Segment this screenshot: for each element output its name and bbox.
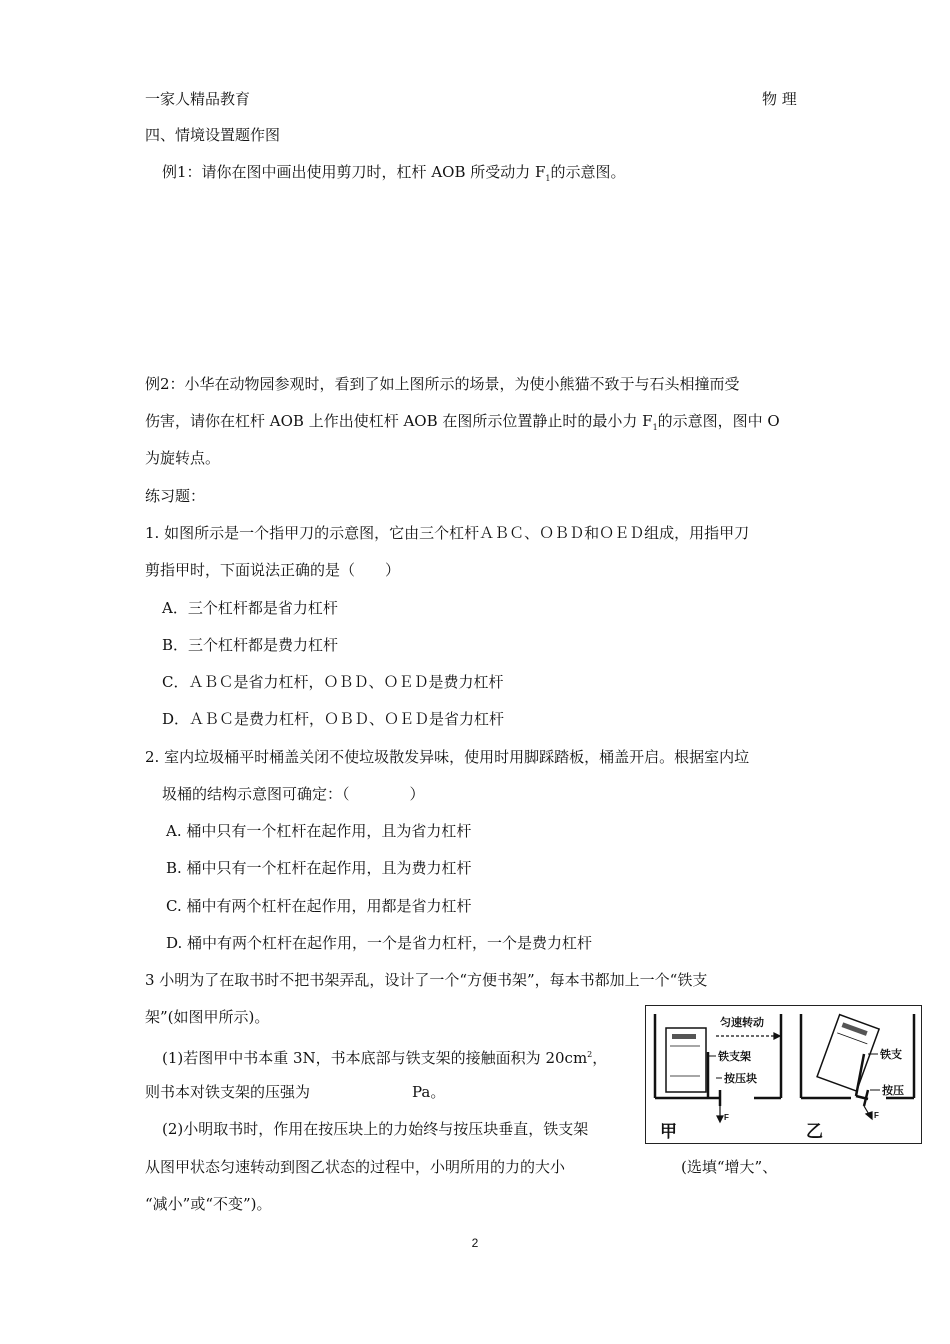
bookshelf-figure (645, 1005, 922, 1144)
q2-option-a: A. 桶中只有一个杠杆在起作用，且为省力杠杆 (166, 822, 472, 840)
book-yi (817, 1015, 879, 1091)
example2-line2b: 的示意图，图中 O (657, 412, 780, 430)
caption-jia: 甲 (660, 1122, 677, 1142)
example2-line1: 例2：小华在动物园参观时，看到了如上图所示的场景，为使小熊猫不致于与石头相撞而受 (145, 375, 740, 393)
leader-lines-yi (868, 1054, 880, 1090)
q3-part2-line1: (2)小明取书时，作用在按压块上的力始终与按压块垂直，铁支架 (162, 1120, 589, 1138)
q2-option-d: D. 桶中有两个杠杆在起作用，一个是省力杠杆，一个是费力杠杆 (166, 934, 593, 952)
example2-line2a: 伤害，请你在杠杆 AOB 上作出使杠杆 AOB 在图所示位置静止时的最小力 F (145, 412, 653, 430)
q3-part1-line1 (162, 1045, 607, 1068)
q3-part1-comma: ， (592, 1049, 608, 1067)
q1-line2: 剪指甲时，下面说法正确的是（ ） (145, 561, 401, 579)
q3-part2-choice: (选填“增大”、 (681, 1158, 778, 1176)
q3-part1-line2: 则书本对铁支架的压强为 (145, 1083, 311, 1101)
q3-line2: 架”(如图甲所示)。 (145, 1008, 270, 1026)
q3-part1-unit: Pa。 (412, 1083, 446, 1101)
example1-sub: 1 (545, 174, 551, 183)
q1-option-b: B．三个杠杆都是费力杠杆 (162, 636, 339, 654)
rotation-arrow (716, 1033, 780, 1039)
example1-text: 例1：请你在图中画出使用剪刀时，杠杆 AOB 所受动力 F (162, 163, 546, 181)
section-title: 四、情境设置题作图 (145, 126, 281, 144)
label-bracket-jia: 铁支架 (718, 1050, 751, 1063)
q2-option-b: B. 桶中只有一个杠杆在起作用，且为费力杠杆 (166, 859, 472, 877)
q2-line2: 圾桶的结构示意图可确定：（ ） (162, 785, 425, 803)
q1-option-c: C．ＡＢＣ是省力杠杆，ＯＢＤ、ＯＥＤ是费力杠杆 (162, 673, 504, 691)
book-jia (666, 1028, 706, 1092)
q3-line1: 3 小明为了在取书时不把书架弄乱，设计了一个“方便书架”，每本书都加上一个“铁支 (145, 971, 708, 989)
header-left: 一家人精品教育 (145, 90, 251, 108)
caption-yi: 乙 (806, 1122, 823, 1142)
force-arrow-jia (717, 1106, 723, 1122)
page-number: 2 (471, 1236, 479, 1250)
force-label-jia: F (724, 1113, 729, 1122)
q1-option-d: D．ＡＢＣ是费力杠杆，ＯＢＤ、ＯＥＤ是省力杠杆 (162, 710, 505, 728)
label-press-yi: 按压 (882, 1084, 904, 1097)
example1 (162, 162, 626, 189)
example2-sub: 1 (652, 423, 658, 432)
q3-part1-sup: 2 (587, 1050, 593, 1059)
q3-part2-line2: 从图甲状态匀速转动到图乙状态的过程中，小明所用的力的大小 (145, 1158, 566, 1176)
arrow-label: 匀速转动 (720, 1016, 764, 1029)
exercises-title: 练习题： (145, 487, 206, 505)
label-press-jia: 按压块 (724, 1072, 757, 1085)
q1-option-a: A．三个杠杆都是省力杠杆 (162, 599, 338, 617)
force-label-yi: F (874, 1111, 879, 1120)
q1-line1: 1. 如图所示是一个指甲刀的示意图，它由三个杠杆ＡＢＣ、ＯＢＤ和ＯＥＤ组成，用指甲刀 (145, 524, 750, 542)
example2-line3: 为旋转点。 (145, 449, 221, 467)
example2-line2 (145, 411, 780, 438)
q2-line1: 2. 室内垃圾桶平时桶盖关闭不使垃圾散发异味，使用时用脚踩踏板，桶盖开启。根据室内垃 (145, 748, 750, 766)
q3-part1-text: (1)若图甲中书本重 3N，书本底部与铁支架的接触面积为 20cm (162, 1049, 588, 1067)
label-bracket-yi: 铁支 (880, 1048, 902, 1061)
q2-option-c: C. 桶中有两个杠杆在起作用，用都是省力杠杆 (166, 897, 472, 915)
q3-part2-line3: “减小”或“不变”)。 (145, 1195, 272, 1213)
header-right: 物 理 (762, 90, 797, 108)
bookshelf-diagram (646, 1006, 921, 1143)
example1-tail: 的示意图。 (550, 163, 626, 181)
force-arrow-yi (864, 1106, 872, 1119)
